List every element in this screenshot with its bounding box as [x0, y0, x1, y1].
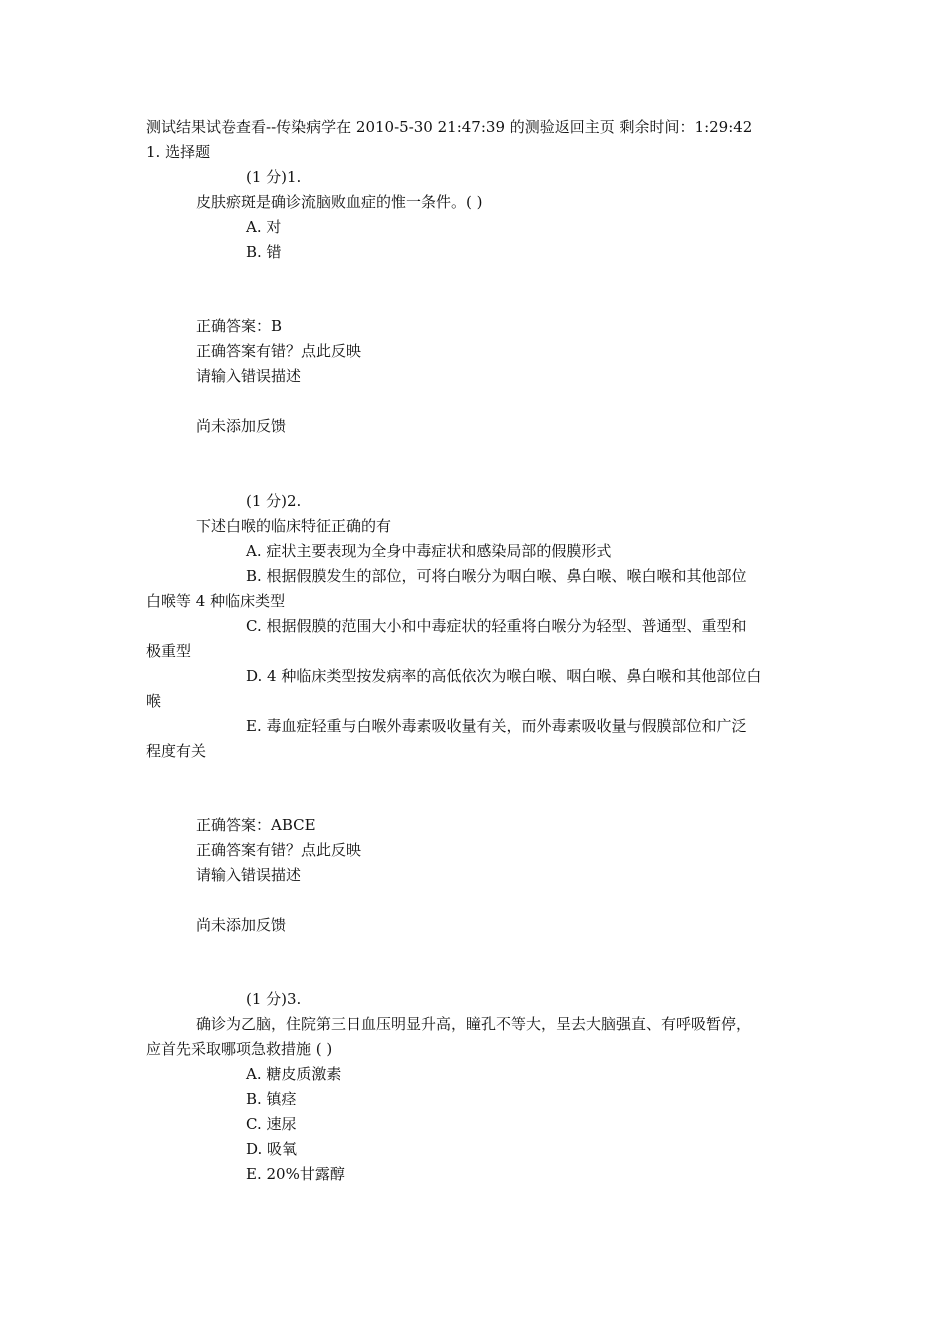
q2-option-c-cont: 极重型	[146, 642, 192, 660]
q2-option-d: D. 4 种临床类型按发病率的高低依次为喉白喉、咽白喉、鼻白喉和其他部位白	[246, 667, 762, 685]
q3-option-b: B. 镇痉	[246, 1090, 297, 1108]
q3-option-d: D. 吸氧	[246, 1140, 298, 1158]
q3-option-a: A. 糖皮质激素	[246, 1065, 342, 1083]
q2-error-input[interactable]: 请输入错误描述	[196, 866, 302, 884]
q2-report-link[interactable]: 正确答案有错？点此反映	[196, 841, 362, 859]
q3-stem-cont: 应首先采取哪项急救措施 ( )	[146, 1040, 333, 1058]
page-header: 测试结果试卷查看--传染病学在 2010-5-30 21:47:39 的测验返回主页 剩余时间：1:29:42	[146, 118, 753, 136]
q3-option-c: C. 速尿	[246, 1115, 297, 1133]
q2-stem: 下述白喉的临床特征正确的有	[196, 517, 392, 535]
q2-points: (1 分)2.	[246, 492, 302, 510]
q1-report-link[interactable]: 正确答案有错？点此反映	[196, 342, 362, 360]
q1-option-b: B. 错	[246, 243, 282, 261]
q1-error-input[interactable]: 请输入错误描述	[196, 367, 302, 385]
q2-option-b: B. 根据假膜发生的部位，可将白喉分为咽白喉、鼻白喉、喉白喉和其他部位	[246, 567, 747, 585]
q1-stem: 皮肤瘀斑是确诊流脑败血症的惟一条件。( )	[196, 193, 483, 211]
q3-option-e: E. 20%甘露醇	[246, 1165, 345, 1183]
section-title: 1. 选择题	[146, 143, 211, 161]
q2-option-a: A. 症状主要表现为全身中毒症状和感染局部的假膜形式	[246, 542, 612, 560]
q2-option-d-cont: 喉	[146, 692, 162, 710]
q2-answer: 正确答案：ABCE	[196, 816, 316, 834]
q3-stem: 确诊为乙脑，住院第三日血压明显升高，瞳孔不等大，呈去大脑强直、有呼吸暂停，	[196, 1015, 752, 1033]
q1-option-a: A. 对	[246, 218, 282, 236]
q2-option-c: C. 根据假膜的范围大小和中毒症状的轻重将白喉分为轻型、普通型、重型和	[246, 617, 747, 635]
q2-option-b-cont: 白喉等 4 种临床类型	[146, 592, 286, 610]
q2-option-e-cont: 程度有关	[146, 742, 207, 760]
q1-points: (1 分)1.	[246, 168, 302, 186]
q1-answer: 正确答案：B	[196, 317, 283, 335]
q2-option-e: E. 毒血症轻重与白喉外毒素吸收量有关，而外毒素吸收量与假膜部位和广泛	[246, 717, 747, 735]
q2-feedback-status: 尚未添加反馈	[196, 916, 287, 934]
q1-feedback-status: 尚未添加反馈	[196, 417, 287, 435]
q3-points: (1 分)3.	[246, 990, 302, 1008]
